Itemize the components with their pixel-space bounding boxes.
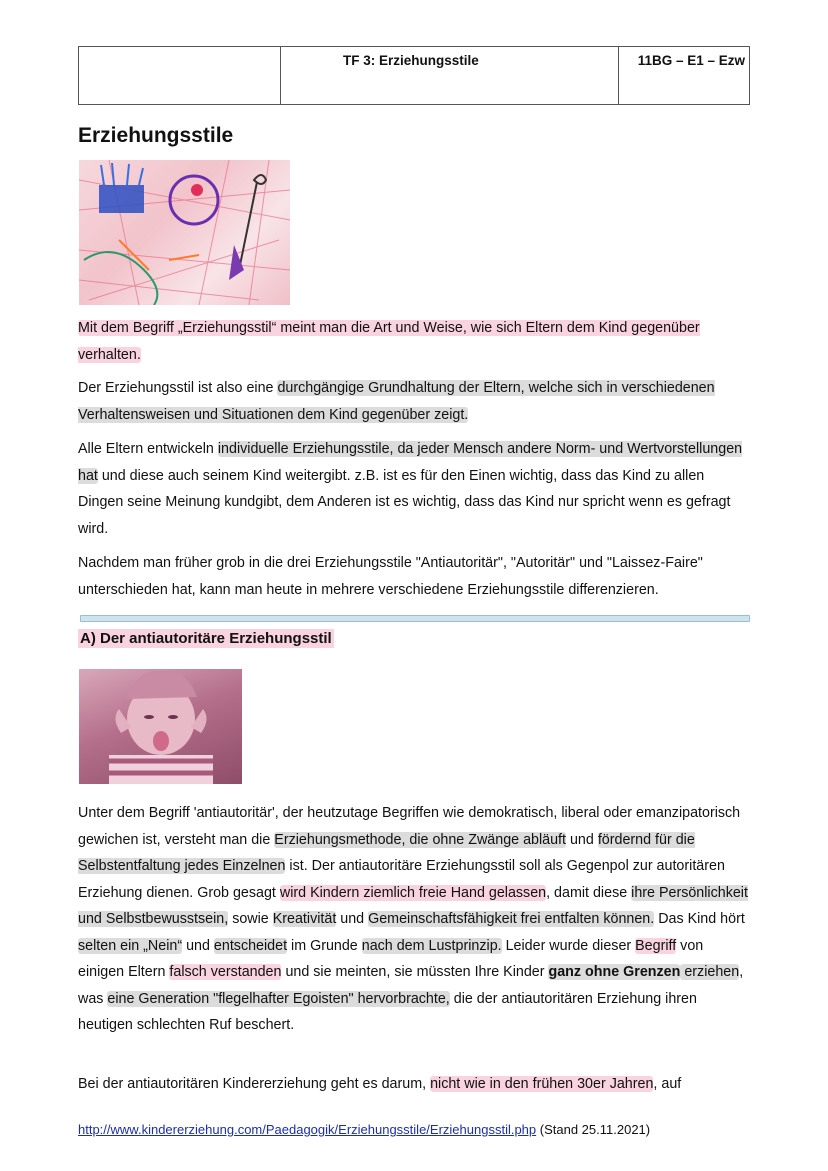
header-topic: TF 3: Erziehungsstile	[281, 47, 619, 105]
highlight-span: eine Generation "flegelhafter Egoisten" hervorbrachte,	[107, 990, 450, 1007]
text-span: , damit diese	[546, 884, 632, 901]
text-span: , auf	[653, 1076, 682, 1092]
highlight-span: nicht wie in den frühen 30er Jahren	[430, 1076, 654, 1092]
page-title: Erziehungsstile	[78, 124, 234, 147]
text-span: Unter dem Begriff 'antiautoritär', der heutzutage Begriffen wie demokratisch, liberal oder emanzipatorisch gewichen ist, versteht man die	[78, 805, 741, 848]
text-span: Bei der antiautoritären Kindererziehung geht es darum,	[78, 1076, 431, 1092]
header-cell-empty	[79, 47, 281, 105]
section-a-heading-text: A) Der antiautoritäre Erziehungsstil	[80, 630, 332, 647]
section-a-heading	[78, 630, 334, 647]
intro-p2-highlight: durchgängige Grundhaltung der Eltern, welche sich in verschiedenen Verhaltensweisen und Situationen dem Kind gegenüber zeigt.	[78, 380, 715, 423]
text-span: von einigen Eltern	[78, 937, 704, 980]
highlight-span: Erziehungsmethode, die ohne Zwänge abläuft	[274, 831, 566, 848]
intro-p4-text: Nachdem man früher grob in die drei Erziehungsstile "Antiautoritär", "Autoritär" und "Laissez-Faire" unterschieden hat, kann man heute in mehrere verschiedene Erziehungsstile differenzieren.	[78, 555, 703, 598]
highlight-span: selten ein „Nein“	[78, 937, 183, 954]
intro-p2-plain: Der Erziehungsstil ist also eine	[78, 380, 278, 396]
header-course: 11BG – E1 – Ezw	[619, 47, 750, 105]
intro-p3-rest: und diese auch seinem Kind weitergibt. z.B. ist es für den Einen wichtig, dass das Kind zu allen Dingen seine Meinung kundgibt, dem Anderen ist es wichtig, dass das Kind nur spricht wenn es gefragt wird.	[78, 467, 731, 537]
highlight-span: Kreativität	[272, 911, 337, 927]
highlight-span: falsch verstanden	[169, 964, 282, 980]
text-span: die der antiautoritären Erziehung ihren heutigen schlechten Ruf beschert.	[78, 990, 697, 1033]
child-photo-image	[79, 669, 242, 784]
footer-source	[78, 1122, 650, 1137]
highlight-span: nach dem Lustprinzip.	[361, 937, 502, 954]
highlight-span: fördernd für die Selbstentfaltung jedes Einzelnen	[78, 831, 695, 874]
section-divider	[80, 615, 750, 622]
highlight-span: Begriff	[635, 937, 677, 954]
text-span: Das Kind hört	[654, 911, 745, 927]
highlight-span: Gemeinschaftsfähigkeit frei entfalten können.	[368, 911, 655, 927]
intro-p3-highlight: individuelle Erziehungsstile, da jeder Mensch andere Norm- und Wertvorstellungen hat	[78, 441, 743, 484]
highlight-span: wird Kindern ziemlich freie Hand gelassen	[279, 884, 547, 901]
text-span: und sie meinten, sie müssten Ihre Kinder	[281, 964, 549, 980]
section-a-last-line	[78, 1071, 750, 1098]
intro-paragraph-4	[78, 550, 750, 603]
text-span: , was	[78, 964, 744, 1007]
intro-paragraph-3	[78, 436, 750, 542]
source-link[interactable]: http://www.kindererziehung.com/Paedagogik/Erziehungsstile/Erziehungsstil.php	[78, 1122, 537, 1137]
section-a-paragraph	[78, 800, 750, 1039]
intro-p1-text: Mit dem Begriff „Erziehungsstil“ meint man die Art und Weise, wie sich Eltern dem Kind gegenüber verhalten.	[78, 320, 700, 363]
text-span: ist. Der antiautoritäre Erziehungsstil soll als Gegenpol zur autoritären Erziehung dienen. Grob gesagt	[78, 858, 725, 901]
text-span: sowie	[228, 911, 273, 927]
child-drawing-image	[79, 160, 290, 305]
intro-p3-plain: Alle Eltern entwickeln	[78, 441, 218, 457]
text-span: und	[182, 937, 214, 954]
header-table	[78, 46, 750, 105]
text-span: im Grunde	[287, 937, 362, 954]
highlight-span: ihre Persönlichkeit und Selbstbewusstsein,	[78, 884, 748, 927]
text-span: Leider wurde dieser	[501, 937, 636, 954]
source-date: (Stand 25.11.2021)	[536, 1122, 651, 1137]
intro-paragraph-1	[78, 315, 750, 368]
intro-paragraph-2	[78, 375, 750, 428]
highlight-span: entscheidet	[213, 937, 288, 954]
text-span: und	[336, 911, 369, 927]
text-span: und	[566, 831, 598, 848]
highlight-span: erziehen	[680, 964, 740, 980]
bold-highlight-span: ganz ohne Grenzen	[548, 964, 681, 980]
